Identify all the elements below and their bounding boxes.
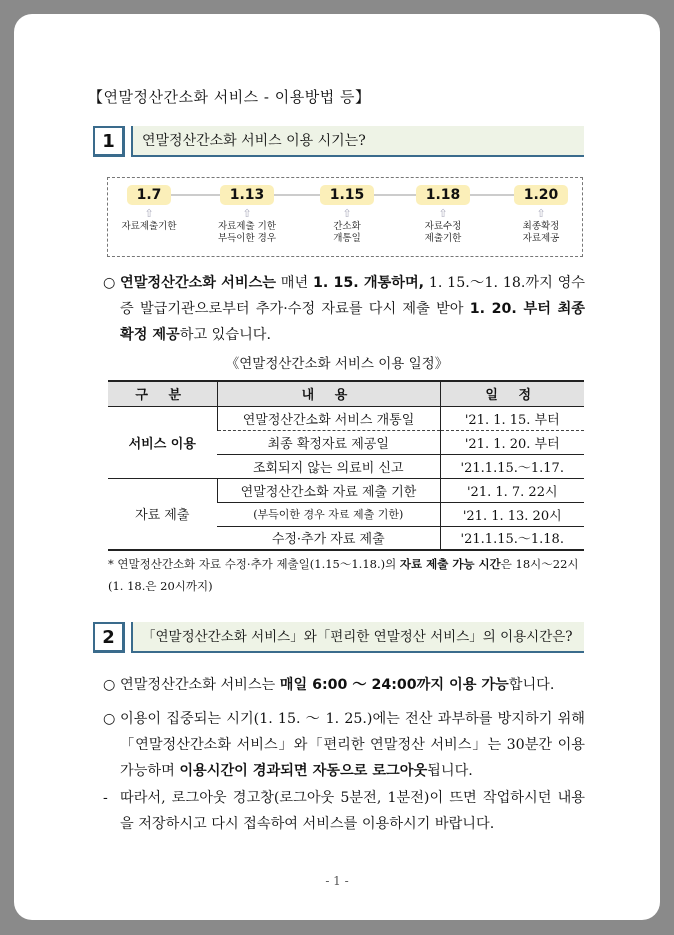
section-number: 2 <box>93 622 125 653</box>
footnote <box>108 553 586 597</box>
cell-date: '21. 1. 13. 20시 <box>440 502 584 526</box>
up-arrow-icon: ⇧ <box>536 207 546 220</box>
timeline-date: 1.13 <box>220 185 275 205</box>
group-label: 서비스 이용 <box>108 406 217 478</box>
paragraph-service-period <box>103 270 585 348</box>
bullet: ○ <box>103 677 116 693</box>
page-number: - 1 - <box>325 874 349 888</box>
cell-date: '21. 1. 7. 22시 <box>440 478 584 502</box>
text-bold: 연말정산간소화 서비스는 <box>120 275 276 291</box>
group-label: 자료 제출 <box>108 478 217 550</box>
text-bold: 매일 6:00 ～ 24:00까지 이용 가능 <box>279 677 509 693</box>
text: 매년 <box>275 275 313 291</box>
paragraph-logout <box>103 706 585 784</box>
cell-date: '21. 1. 15. 부터 <box>440 406 584 430</box>
timeline <box>107 177 583 257</box>
paragraph-hours <box>103 672 585 698</box>
bullet: - <box>103 790 108 806</box>
cell-content: 수정·추가 자료 제출 <box>217 526 440 550</box>
timeline-date: 1.20 <box>514 185 569 205</box>
text-bold: 1. 20. 부터 최종 확정 제공 <box>120 301 585 343</box>
timeline-label: 간소화 개통일 <box>333 221 361 244</box>
timeline-node <box>496 184 586 245</box>
up-arrow-icon: ⇧ <box>438 207 448 220</box>
timeline-date: 1.18 <box>416 185 471 205</box>
text-bold: 이용시간이 경과되면 자동으로 로그아웃 <box>179 763 428 779</box>
paragraph-warning <box>103 785 585 837</box>
text: 따라서, 로그아웃 경고창(로그아웃 5분전, 1분전)이 뜨면 작업하시던 내용을 저장하시고 다시 접속하여 서비스를 이용하시기 바랍니다. <box>120 790 585 832</box>
cell-content: 최종 확정자료 제공일 <box>217 430 440 454</box>
text: 이용이 집중되는 시기(1. 15. ～ 1. 25.)에는 전산 과부하를 방지하기 위해 「연말정산간소화 서비스」와「편리한 연말정산 서비스」는 30분간 이용 가능하며 <box>120 711 585 779</box>
cell-date: '21. 1. 20. 부터 <box>440 430 584 454</box>
text: * 연말정산간소화 자료 수정·추가 제출일(1.15～1.18.)의 <box>108 557 400 571</box>
text-bold: 1. 15. 개통하며, <box>312 275 425 291</box>
text: 1. 15.～1. 18.까지 영수증 발급기관으로부터 추가·수정 자료를 다시 제출 받아 <box>120 275 585 317</box>
section-number: 1 <box>93 126 125 157</box>
text: 은 18시～22시 (1. 18.은 20시까지) <box>108 557 579 593</box>
timeline-node <box>398 184 488 245</box>
cell-date: '21.1.15.～1.17. <box>440 454 584 478</box>
cell-content: 연말정산간소화 서비스 개통일 <box>217 406 440 430</box>
timeline-date: 1.7 <box>127 185 172 205</box>
timeline-node <box>202 184 292 245</box>
timeline-date: 1.15 <box>320 185 375 205</box>
text-bold: 자료 제출 가능 시간 <box>399 557 501 571</box>
table-row <box>108 406 584 430</box>
timeline-label: 자료제출 기한 부득이한 경우 <box>217 221 277 244</box>
text: 합니다. <box>508 677 555 693</box>
timeline-node <box>104 184 194 233</box>
cell-content: (부득이한 경우 자료 제출 기한) <box>217 502 440 526</box>
column-header: 일 정 <box>440 381 584 406</box>
section-1-header <box>93 126 584 158</box>
cell-date: '21.1.15.～1.18. <box>440 526 584 550</box>
schedule-table <box>108 380 584 551</box>
timeline-node <box>302 184 392 245</box>
bullet: ○ <box>103 711 116 727</box>
timeline-label: 자료수정 제출기한 <box>424 221 462 244</box>
section-heading: 연말정산간소화 서비스 이용 시기는? <box>131 126 584 157</box>
column-header: 구 분 <box>108 381 217 406</box>
column-header: 내 용 <box>217 381 440 406</box>
text: 됩니다. <box>427 763 473 779</box>
section-heading: 「연말정산간소화 서비스」와「편리한 연말정산 서비스」의 이용시간은? <box>131 622 584 653</box>
up-arrow-icon: ⇧ <box>144 207 154 220</box>
document-title: 【연말정산간소화 서비스 - 이용방법 등】 <box>88 88 371 106</box>
text: 하고 있습니다. <box>179 327 272 343</box>
cell-content: 연말정산간소화 자료 제출 기한 <box>217 478 440 502</box>
up-arrow-icon: ⇧ <box>242 207 252 220</box>
table-row <box>108 478 584 502</box>
text: 연말정산간소화 서비스는 <box>120 677 280 693</box>
timeline-label: 자료제출기한 <box>121 221 177 232</box>
table-caption: 《연말정산간소화 서비스 이용 일정》 <box>225 356 449 372</box>
bullet: ○ <box>103 275 116 291</box>
timeline-label: 최종확정 자료제공 <box>522 221 560 244</box>
cell-content: 조회되지 않는 의료비 신고 <box>217 454 440 478</box>
section-2-header <box>93 622 584 654</box>
up-arrow-icon: ⇧ <box>342 207 352 220</box>
